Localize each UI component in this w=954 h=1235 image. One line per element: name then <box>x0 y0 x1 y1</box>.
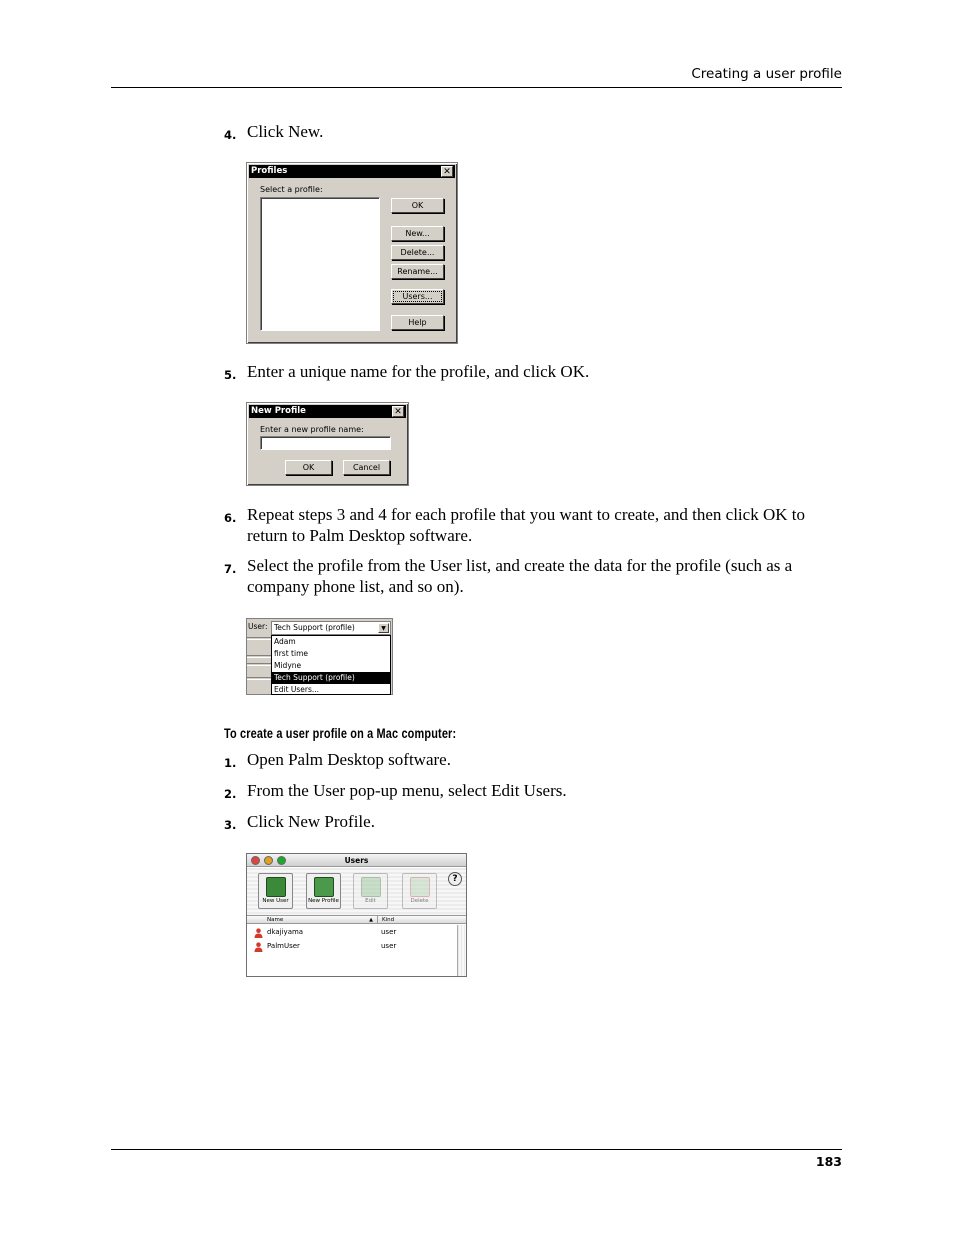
step-7 <box>224 555 844 597</box>
divider <box>247 655 271 658</box>
step-text: Enter a unique name for the profile, and click OK. <box>247 362 590 381</box>
profiles-title-bar <box>249 165 455 178</box>
help-icon[interactable]: ? <box>448 872 462 886</box>
divider <box>247 677 271 680</box>
step-text: Repeat steps 3 and 4 for each profile that you want to create, and then click OK to return to Palm Desktop software. <box>247 505 805 545</box>
step-text: From the User pop-up menu, select Edit Users. <box>247 781 567 800</box>
column-header-name[interactable] <box>247 916 377 924</box>
user-kind: user <box>381 942 397 950</box>
section-heading: To create a user profile on a Mac computer: <box>224 725 457 741</box>
new-user-icon <box>266 877 286 897</box>
users-button[interactable]: Users... <box>391 289 444 304</box>
user-select[interactable] <box>271 621 391 635</box>
dialog-title: Profiles <box>251 166 288 176</box>
step-5 <box>224 361 844 382</box>
delete-button[interactable]: Delete... <box>391 245 444 260</box>
new-profile-label: New Profile <box>308 898 339 904</box>
step-number: 5. <box>224 368 237 382</box>
user-kind: user <box>381 928 397 936</box>
ok-button[interactable]: OK <box>391 198 444 213</box>
mac-title-bar <box>247 854 466 867</box>
step-number: 1. <box>224 756 237 770</box>
column-header-kind[interactable] <box>377 916 467 924</box>
column-name-label: Name <box>267 917 284 923</box>
sort-ascending-icon: ▲ <box>369 917 373 923</box>
footer-rule <box>111 1149 842 1150</box>
new-button[interactable]: New... <box>391 226 444 241</box>
step-number: 2. <box>224 787 237 801</box>
close-icon[interactable]: ✕ <box>392 406 404 417</box>
ok-button[interactable]: OK <box>285 460 332 475</box>
profiles-dialog <box>246 162 458 344</box>
user-label: User: <box>248 622 268 631</box>
mac-toolbar <box>247 868 466 916</box>
zoom-light-icon[interactable] <box>277 856 286 865</box>
mac-users-window <box>246 853 467 977</box>
select-profile-label: Select a profile: <box>260 185 323 194</box>
step-4 <box>224 121 844 142</box>
dialog-title: New Profile <box>251 406 306 416</box>
user-name: PalmUser <box>267 942 300 950</box>
edit-label: Edit <box>365 898 376 904</box>
close-light-icon[interactable] <box>251 856 260 865</box>
user-option-midyne[interactable]: Midyne <box>274 661 302 670</box>
user-person-icon <box>254 942 263 952</box>
user-option-edit-users[interactable]: Edit Users... <box>274 685 320 694</box>
user-option-first-time[interactable]: first time <box>274 649 308 658</box>
step-number: 7. <box>224 562 237 576</box>
edit-button[interactable] <box>353 873 388 909</box>
user-option-adam[interactable]: Adam <box>274 637 296 646</box>
step-text: Click New. <box>247 122 324 141</box>
minimize-light-icon[interactable] <box>264 856 273 865</box>
delete-button[interactable] <box>402 873 437 909</box>
help-button[interactable]: Help <box>391 315 444 330</box>
table-row[interactable] <box>247 926 459 939</box>
page-number: 183 <box>815 1154 842 1169</box>
mac-step-2 <box>224 780 844 801</box>
step-text: Click New Profile. <box>247 812 375 831</box>
page-header <box>111 65 842 88</box>
new-profile-title-bar <box>249 405 406 418</box>
window-title: Users <box>344 856 369 865</box>
profile-list[interactable] <box>260 197 380 331</box>
cancel-button[interactable]: Cancel <box>343 460 390 475</box>
divider <box>247 663 271 666</box>
user-dropdown-screenshot <box>246 618 393 695</box>
column-kind-label: Kind <box>382 917 395 923</box>
new-user-label: New User <box>262 898 289 904</box>
rename-button[interactable]: Rename... <box>391 264 444 279</box>
delete-icon <box>410 877 430 897</box>
user-person-icon <box>254 928 263 938</box>
new-profile-button[interactable] <box>306 873 341 909</box>
divider <box>247 637 271 640</box>
delete-label: Delete <box>410 898 429 904</box>
user-dropdown-list <box>271 635 391 695</box>
step-number: 6. <box>224 511 237 525</box>
new-user-button[interactable] <box>258 873 293 909</box>
chevron-down-icon[interactable]: ▼ <box>378 623 389 633</box>
table-row[interactable] <box>247 940 459 953</box>
step-number: 4. <box>224 128 237 142</box>
new-profile-icon <box>314 877 334 897</box>
running-title: Creating a user profile <box>691 66 842 82</box>
step-number: 3. <box>224 818 237 832</box>
vertical-scrollbar[interactable] <box>457 925 466 976</box>
step-6 <box>224 504 844 546</box>
new-profile-dialog <box>246 402 409 486</box>
mac-step-1 <box>224 749 844 770</box>
user-option-tech-support[interactable]: Tech Support (profile) <box>272 672 390 684</box>
mac-step-3 <box>224 811 844 832</box>
user-select-value: Tech Support (profile) <box>274 623 355 632</box>
user-name: dkajiyama <box>267 928 304 936</box>
profile-name-label: Enter a new profile name: <box>260 425 364 434</box>
step-text: Select the profile from the User list, and create the data for the profile (such as a company phone list, and so on). <box>247 556 793 596</box>
step-text: Open Palm Desktop software. <box>247 750 451 769</box>
profile-name-input[interactable] <box>260 436 391 450</box>
edit-icon <box>361 877 381 897</box>
close-icon[interactable]: ✕ <box>441 166 453 177</box>
